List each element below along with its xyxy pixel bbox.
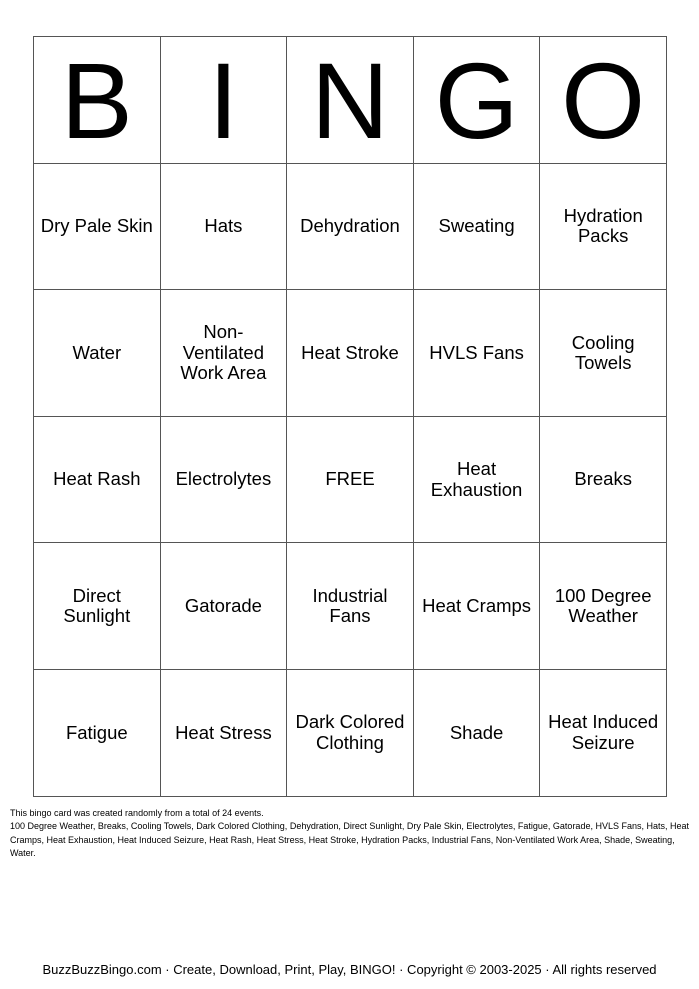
header-letter-g: G <box>413 37 540 164</box>
bingo-row <box>34 543 667 670</box>
bingo-cell: Heat Exhaustion <box>413 416 540 543</box>
bingo-cell: HVLS Fans <box>413 290 540 417</box>
header-letter-i: I <box>160 37 287 164</box>
bingo-row <box>34 163 667 290</box>
bingo-cell: Hydration Packs <box>540 163 667 290</box>
bingo-cell: Shade <box>413 669 540 796</box>
bingo-cell: Cooling Towels <box>540 290 667 417</box>
bingo-cell: Gatorade <box>160 543 287 670</box>
bingo-cell: Dark Colored Clothing <box>287 669 414 796</box>
event-list: 100 Degree Weather, Breaks, Cooling Towels, Dark Colored Clothing, Dehydration, Direct Sunlight, Dry Pale Skin, Electrolytes, Fatigue, Gatorade, HVLS Fans, Hats, Heat Cramps, Heat Exhaustion, Heat Induced Seizure, Heat Rash, Heat Stress, Heat Stroke, Hydration Packs, Industrial Fans, Non-Ventilated Work Area, Shade, Sweating, Water. <box>10 821 689 858</box>
bingo-cell: Breaks <box>540 416 667 543</box>
free-space-cell: FREE <box>287 416 414 543</box>
bingo-cell: Water <box>34 290 161 417</box>
bingo-row <box>34 669 667 796</box>
bingo-cell: Industrial Fans <box>287 543 414 670</box>
card-description <box>10 807 690 860</box>
header-letter-n: N <box>287 37 414 164</box>
card-description-intro: This bingo card was created randomly from a total of 24 events. <box>10 808 264 818</box>
header-row <box>34 37 667 164</box>
site-footer: BuzzBuzzBingo.com · Create, Download, Print, Play, BINGO! · Copyright © 2003-2025 · All rights reserved <box>42 962 657 977</box>
bingo-cell: 100 Degree Weather <box>540 543 667 670</box>
bingo-cell: Heat Cramps <box>413 543 540 670</box>
bingo-card <box>33 36 667 797</box>
bingo-cell: Heat Stroke <box>287 290 414 417</box>
bingo-cell: Sweating <box>413 163 540 290</box>
bingo-row <box>34 290 667 417</box>
bingo-cell: Dehydration <box>287 163 414 290</box>
bingo-cell: Fatigue <box>34 669 161 796</box>
header-letter-o: O <box>540 37 667 164</box>
bingo-cell: Heat Induced Seizure <box>540 669 667 796</box>
bingo-cell: Non-Ventilated Work Area <box>160 290 287 417</box>
bingo-cell: Direct Sunlight <box>34 543 161 670</box>
bingo-row <box>34 416 667 543</box>
header-letter-b: B <box>34 37 161 164</box>
bingo-cell: Electrolytes <box>160 416 287 543</box>
bingo-cell: Heat Stress <box>160 669 287 796</box>
bingo-cell: Hats <box>160 163 287 290</box>
bingo-cell: Dry Pale Skin <box>34 163 161 290</box>
bingo-cell: Heat Rash <box>34 416 161 543</box>
